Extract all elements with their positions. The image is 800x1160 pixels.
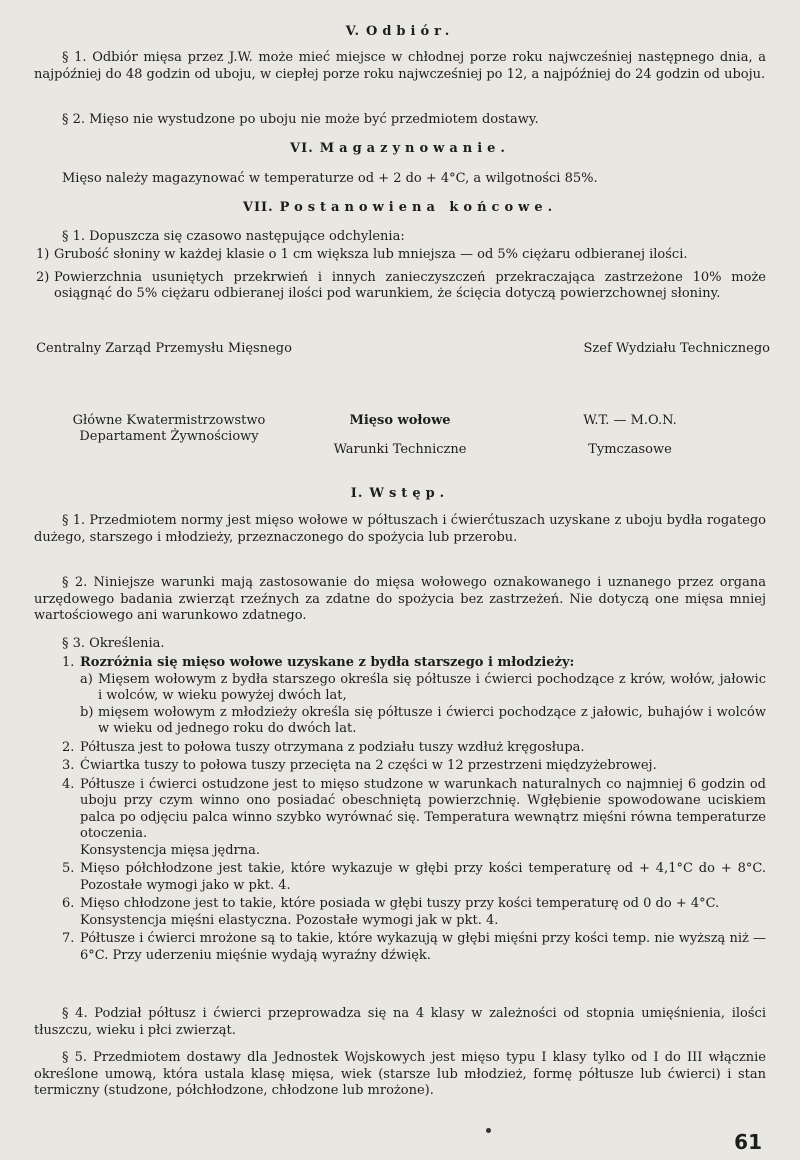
document-status: Tymczasowe (588, 442, 672, 457)
section-vi-title: Magazynowanie. (319, 141, 510, 156)
section-vii-heading (0, 200, 800, 215)
document-subtitle: Warunki Techniczne (333, 442, 467, 457)
section-vi-paragraph-1: Mięso należy magazynować w temperaturze od + 2 do + 4°C, a wilgotności 85%. (62, 171, 598, 186)
definition-item (62, 896, 766, 929)
section-vii-number: VII. (242, 200, 274, 215)
section-v-paragraph-1: § 1. Odbiór mięsa przez J.W. może mieć miejsce w chłodnej porze roku najwcześniej następnego dnia, a najpóźniej do 48 godzin od uboju, w ciepłej porze roku najwcześniej po 12, a najpóźniej do 24 godzin od uboju. (34, 50, 766, 82)
definition-label: 7. (62, 931, 75, 946)
signature-right: Szef Wydziału Technicznego (583, 341, 770, 356)
definition-item (62, 740, 766, 757)
section-i-number: I. (350, 486, 364, 501)
section-i-heading (0, 486, 800, 501)
list-item (36, 247, 766, 264)
section-vi-heading (0, 141, 800, 156)
section-i-paragraph-5: § 5. Przedmiotem dostawy dla Jednostek Wojskowych jest mięso typu I klasy tylko od I do III włącznie określone umową, która ustala klasę mięsa, wiek (starsze lub młodzież, formę półtusze lub ćwierci) i stan termiczny (studzone, półchłodzone, chłodzone lub mrożone). (34, 1050, 766, 1098)
definition-label: 2. (62, 739, 75, 755)
definition-label: 5. (62, 861, 75, 876)
signature-left: Centralny Zarząd Przemysłu Mięsnego (36, 341, 292, 356)
definition-text: Półtusze i ćwierci mrożone są to takie, które wykazują w głębi mięśni przy kości temp. nie wyższą niż — 6°C. Przy uderzeniu mięśnie wydają wyraźny dźwięk. (80, 931, 766, 963)
page-number: 61 (734, 1130, 762, 1154)
definition-subitem-label: b) (80, 704, 94, 720)
section-i-paragraph-3: § 3. Określenia. (62, 636, 165, 651)
section-vi-number: VI. (290, 141, 314, 156)
definition-extra: Konsystencja mięsa jędrna. (80, 842, 260, 858)
section-vii-title: Postanowiena końcowe. (279, 200, 558, 215)
definition-subitem (80, 705, 766, 738)
definition-text: Ćwiartka tuszy to połowa tuszy przecięta na 2 części w 12 przestrzeni międzyżebrowej. (80, 758, 657, 773)
section-vii-paragraph-1: § 1. Dopuszcza się czasowo następujące odchylenia: (62, 229, 405, 244)
section-v-title: Odbiór. (366, 24, 455, 39)
issuer-department: Główne Kwatermistrzowstwo Departament Żywnościowy (72, 413, 266, 444)
definition-subitem-label: a) (80, 671, 93, 687)
definition-label: 6. (62, 896, 75, 911)
list-item-label: 1) (36, 247, 50, 262)
document-title: Mięso wołowe (349, 413, 451, 428)
definition-extra: Konsystencja mięśni elastyczna. Pozostałe wymogi jak w pkt. 4. (80, 912, 499, 928)
section-i-paragraph-2: § 2. Niniejsze warunki mają zastosowanie do mięsa wołowego oznakowanego i uznanego przez organa urzędowego badania zwierząt rzeźnych za zdatne do spożycia bez zastrzeżeń. Nie dotyczą one mięsa mniej wartościowego ani warunkowo zdatnego. (34, 575, 766, 623)
definition-label: 1. (62, 655, 75, 670)
definition-item (62, 931, 766, 964)
section-i-paragraph-1: § 1. Przedmiotem normy jest mięso wołowe w półtuszach i ćwierćtuszach uzyskane z uboju bydła rogatego dużego, starszego i młodzieży, przeznaczonego do spożycia lub przerobu. (34, 513, 766, 545)
definition-subitem-text: Mięsem wołowym z bydła starszego określa się półtusze i ćwierci pochodzące z krów, wołów, jałowic i wolców, w wieku powyżej dwóch lat, (98, 671, 766, 703)
definition-item (62, 777, 766, 860)
section-v-heading (0, 24, 800, 39)
list-item (36, 270, 766, 303)
list-item-text: Powierzchnia usuniętych przekrwień i innych zanieczyszczeń przekraczająca zastrzeżone 10% może osiągnąć do 5% ciężaru odbieranej ilości pod warunkiem, że ścięcia dotyczą powierzchownej słoniny. (54, 269, 766, 301)
list-item-text: Grubość słoniny w każdej klasie o 1 cm większa lub mniejsza — od 5% ciężaru odbieranej ilości. (54, 247, 688, 262)
section-vii-list (36, 247, 766, 305)
definition-item (62, 655, 766, 738)
definition-subitem-text: mięsem wołowym z młodzieży określa się półtusze i ćwierci pochodzące z jałowic, buhajów i wolców w wieku od jednego roku do dwóch lat. (98, 704, 766, 736)
definition-text: Rozróżnia się mięso wołowe uzyskane z bydła starszego i młodzieży: (80, 655, 575, 670)
list-item-label: 2) (36, 269, 50, 285)
definition-label: 4. (62, 776, 75, 792)
definition-text: Półtusze i ćwierci ostudzone jest to mięso studzone w warunkach naturalnych co najmniej 6 godzin od uboju przy czym winno ono posiadać obeschniętą powierzchnię. Wgłębienie spowodowane uciskiem palca po odjęciu palca winno szybko wyrównać się. Temperatura wewnątrz mięśni równa temperaturze otoczenia. (80, 776, 766, 841)
definition-label: 3. (62, 758, 75, 773)
ink-dot (486, 1128, 491, 1133)
section-i-title: Wstęp. (369, 486, 450, 501)
section-v-number: V. (345, 24, 361, 39)
definition-item (62, 861, 766, 894)
definition-text: Mięso chłodzone jest to takie, które posiada w głębi tuszy przy kości temperaturę od 0 do + 4°C. (80, 896, 720, 911)
definition-subitem (80, 672, 766, 705)
section-v-paragraph-2: § 2. Mięso nie wystudzone po uboju nie może być przedmiotem dostawy. (62, 112, 539, 127)
definition-text: Półtusza jest to połowa tuszy otrzymana z podziału tuszy wzdłuż kręgosłupa. (80, 739, 585, 755)
section-i-paragraph-4: § 4. Podział półtusz i ćwierci przeprowadza się na 4 klasy w zależności od stopnia umięśnienia, ilości tłuszczu, wieku i płci zwierząt. (34, 1006, 766, 1038)
definition-text: Mięso półchłodzone jest takie, które wykazuje w głębi przy kości temperaturę od + 4,1°C do + 8°C. Pozostałe wymogi jako w pkt. 4. (80, 861, 766, 893)
document-code: W.T. — M.O.N. (583, 413, 677, 428)
definitions-list (62, 655, 766, 966)
definition-item (62, 758, 766, 775)
